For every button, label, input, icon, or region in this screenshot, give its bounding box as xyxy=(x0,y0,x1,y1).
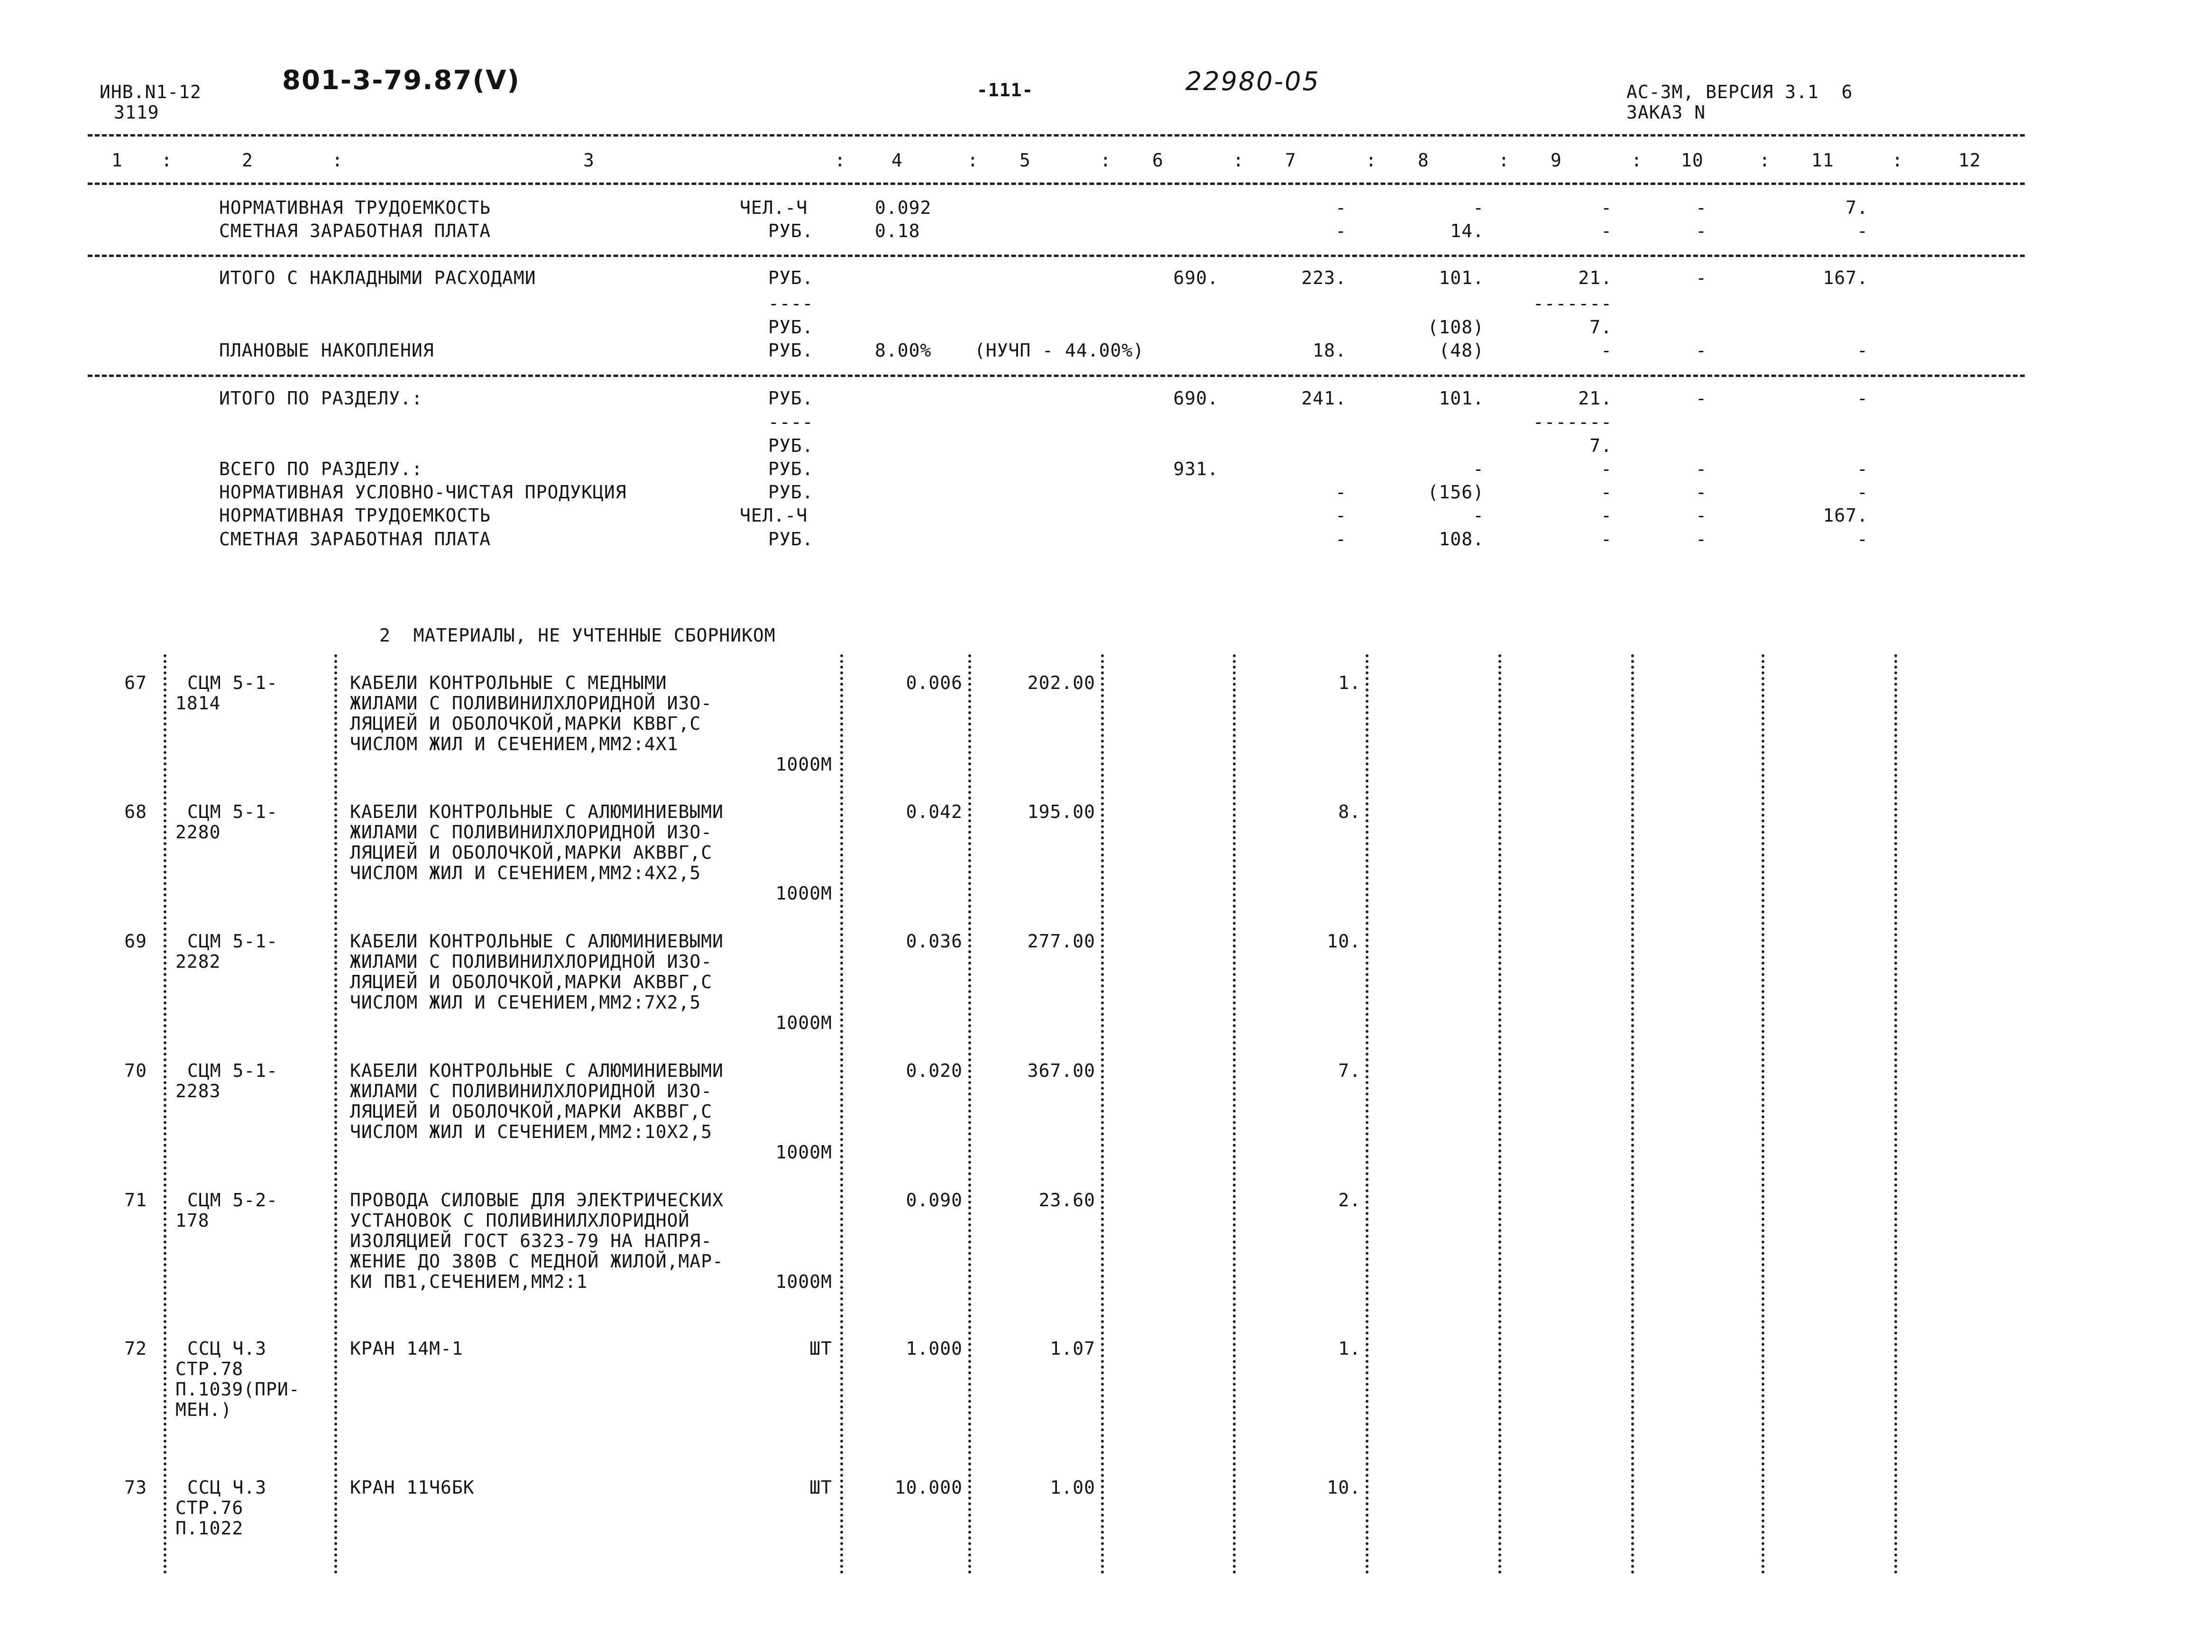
summary-value: - xyxy=(1696,529,1707,550)
item-description: ЖИЛАМИ С ПОЛИВИНИЛХЛОРИДНОЙ ИЗО- xyxy=(350,822,713,843)
summary-unit: РУБ. xyxy=(768,435,814,456)
item-code: 2283 xyxy=(175,1081,221,1101)
item-description: ЛЯЦИЕЙ И ОБОЛОЧКОЙ,МАРКИ КВВГ,С xyxy=(350,713,701,734)
summary-label: СМЕТНАЯ ЗАРАБОТНАЯ ПЛАТА xyxy=(219,529,491,550)
item-description: ИЗОЛЯЦИЕЙ ГОСТ 6323-79 НА НАПРЯ- xyxy=(350,1230,713,1251)
column-rule xyxy=(1498,654,1501,1574)
column-number: 11 xyxy=(1811,150,1834,171)
item-code: СЦМ 5-1- xyxy=(187,1060,278,1081)
summary-unit: ЧЕЛ.-Ч xyxy=(740,197,808,218)
item-code: ССЦ Ч.3 xyxy=(187,1338,267,1359)
summary-label: ПЛАНОВЫЕ НАКОПЛЕНИЯ xyxy=(219,340,434,361)
column-separator: : xyxy=(1100,150,1111,171)
summary-value: - xyxy=(1696,220,1707,241)
item-description: ЖИЛАМИ С ПОЛИВИНИЛХЛОРИДНОЙ ИЗО- xyxy=(350,951,713,972)
item-quantity: 0.042 xyxy=(906,801,963,822)
item-unit: 1000М xyxy=(775,883,832,904)
column-separator: : xyxy=(332,150,343,171)
summary-value: 101. xyxy=(1439,267,1484,288)
item-description: ЖИЛАМИ С ПОЛИВИНИЛХЛОРИДНОЙ ИЗО- xyxy=(350,1081,713,1101)
item-code: СЦМ 5-2- xyxy=(187,1190,278,1211)
summary-label: НОРМАТИВНАЯ ТРУДОЕМКОСТЬ xyxy=(219,197,491,218)
column-number: 1 xyxy=(111,150,123,171)
item-description: ЖЕНИЕ ДО 380В С МЕДНОЙ ЖИЛОЙ,МАР- xyxy=(350,1251,724,1272)
item-code: СЦМ 5-1- xyxy=(187,931,278,952)
item-price: 367.00 xyxy=(1027,1060,1095,1081)
divider xyxy=(88,375,2025,377)
summary-value: - xyxy=(1696,197,1707,218)
summary-value: 8.00% xyxy=(875,340,932,361)
column-separator: : xyxy=(835,150,846,171)
item-description: КРАН 11Ч6БК xyxy=(350,1477,475,1498)
item-price: 23.60 xyxy=(1038,1190,1095,1211)
column-separator: : xyxy=(1759,150,1771,171)
item-total: 7. xyxy=(1338,1060,1361,1081)
column-separator: : xyxy=(1631,150,1643,171)
summary-value: - xyxy=(1335,220,1347,241)
item-unit: 1000М xyxy=(775,754,832,775)
item-description: КАБЕЛИ КОНТРОЛЬНЫЕ С АЛЮМИНИЕВЫМИ xyxy=(350,801,724,822)
summary-value: - xyxy=(1601,220,1612,241)
order-label: ЗАКАЗ N xyxy=(1626,102,1706,123)
page-number: -111- xyxy=(977,80,1034,101)
item-number: 70 xyxy=(124,1060,147,1081)
item-description: ЧИСЛОМ ЖИЛ И СЕЧЕНИЕМ,ММ2:7Х2,5 xyxy=(350,992,701,1013)
summary-value: 108. xyxy=(1439,529,1484,550)
item-code: СЦМ 5-1- xyxy=(187,672,278,693)
column-number: 7 xyxy=(1285,150,1296,171)
item-price: 1.00 xyxy=(1050,1477,1095,1498)
column-rule xyxy=(334,654,337,1574)
item-description: ЧИСЛОМ ЖИЛ И СЕЧЕНИЕМ,ММ2:4Х2,5 xyxy=(350,863,701,883)
column-rule xyxy=(840,654,843,1574)
column-number: 3 xyxy=(583,150,595,171)
summary-unit: РУБ. xyxy=(768,340,814,361)
summary-label: СМЕТНАЯ ЗАРАБОТНАЯ ПЛАТА xyxy=(219,220,491,241)
column-number: 12 xyxy=(1958,150,1981,171)
summary-value: 690. xyxy=(1173,388,1219,409)
inventory-number-2: 3119 xyxy=(114,102,159,123)
column-number: 5 xyxy=(1019,150,1031,171)
document-number: 801-3-79.87(V) xyxy=(282,65,521,96)
summary-unit: ---- xyxy=(768,293,814,314)
summary-value: 7. xyxy=(1845,197,1868,218)
item-quantity: 0.090 xyxy=(906,1190,963,1211)
divider xyxy=(88,134,2025,137)
summary-value: (48) xyxy=(1439,340,1484,361)
summary-value: 18. xyxy=(1313,340,1347,361)
summary-unit: РУБ. xyxy=(768,317,814,338)
summary-value: - xyxy=(1857,388,1868,409)
summary-unit: ЧЕЛ.-Ч xyxy=(740,505,808,526)
column-separator: : xyxy=(1366,150,1377,171)
item-code: 2280 xyxy=(175,822,221,843)
item-number: 73 xyxy=(124,1477,147,1498)
summary-value: ------- xyxy=(1533,412,1612,432)
summary-unit: РУБ. xyxy=(768,388,814,409)
summary-value: 931. xyxy=(1173,459,1219,479)
divider xyxy=(88,255,2025,257)
summary-value: - xyxy=(1601,482,1612,503)
item-description: ЖИЛАМИ С ПОЛИВИНИЛХЛОРИДНОЙ ИЗО- xyxy=(350,693,713,714)
system-version: АС-3М, ВЕРСИЯ 3.1 6 xyxy=(1626,82,1853,102)
column-separator: : xyxy=(967,150,979,171)
item-code: СЦМ 5-1- xyxy=(187,801,278,822)
item-total: 2. xyxy=(1338,1190,1361,1211)
summary-value: - xyxy=(1857,220,1868,241)
summary-value: 223. xyxy=(1301,267,1347,288)
summary-value: - xyxy=(1335,529,1347,550)
column-number: 2 xyxy=(242,150,253,171)
column-separator: : xyxy=(1498,150,1510,171)
summary-value: - xyxy=(1696,482,1707,503)
summary-value: - xyxy=(1857,459,1868,479)
item-unit: ШТ xyxy=(809,1338,832,1359)
item-unit: 1000М xyxy=(775,1142,832,1163)
item-description: ЛЯЦИЕЙ И ОБОЛОЧКОЙ,МАРКИ АКВВГ,С xyxy=(350,1101,713,1122)
item-number: 67 xyxy=(124,672,147,693)
item-quantity: 1.000 xyxy=(906,1338,963,1359)
column-number: 4 xyxy=(891,150,903,171)
summary-value: - xyxy=(1473,197,1484,218)
summary-value: - xyxy=(1696,388,1707,409)
item-description: ЧИСЛОМ ЖИЛ И СЕЧЕНИЕМ,ММ2:4Х1 xyxy=(350,734,679,754)
summary-label: ИТОГО ПО РАЗДЕЛУ.: xyxy=(219,388,423,409)
item-quantity: 0.020 xyxy=(906,1060,963,1081)
item-quantity: 10.000 xyxy=(894,1477,963,1498)
summary-value: 7. xyxy=(1589,317,1612,338)
column-separator: : xyxy=(1892,150,1903,171)
item-number: 72 xyxy=(124,1338,147,1359)
summary-label: НОРМАТИВНАЯ ТРУДОЕМКОСТЬ xyxy=(219,505,491,526)
summary-value: - xyxy=(1335,482,1347,503)
item-number: 71 xyxy=(124,1190,147,1211)
item-code: МЕН.) xyxy=(175,1399,232,1420)
summary-value: (108) xyxy=(1427,317,1484,338)
summary-value: - xyxy=(1857,529,1868,550)
summary-unit: РУБ. xyxy=(768,267,814,288)
item-total: 1. xyxy=(1338,1338,1361,1359)
item-unit: 1000М xyxy=(775,1012,832,1033)
item-code: П.1022 xyxy=(175,1518,244,1539)
summary-value: - xyxy=(1857,482,1868,503)
summary-unit: РУБ. xyxy=(768,529,814,550)
summary-value: - xyxy=(1696,459,1707,479)
summary-value: 7. xyxy=(1589,435,1612,456)
column-rule xyxy=(1762,654,1764,1574)
summary-value: - xyxy=(1601,340,1612,361)
summary-label: ИТОГО С НАКЛАДНЫМИ РАСХОДАМИ xyxy=(219,267,536,288)
summary-label: НОРМАТИВНАЯ УСЛОВНО-ЧИСТАЯ ПРОДУКЦИЯ xyxy=(219,482,627,503)
summary-value: 241. xyxy=(1301,388,1347,409)
summary-value: - xyxy=(1857,340,1868,361)
summary-value: 101. xyxy=(1439,388,1484,409)
item-code: 2282 xyxy=(175,951,221,972)
item-code: П.1039(ПРИ- xyxy=(175,1379,300,1400)
summary-value: 167. xyxy=(1823,267,1868,288)
item-code: ССЦ Ч.3 xyxy=(187,1477,267,1498)
column-number: 10 xyxy=(1681,150,1704,171)
handwritten-code: 22980-05 xyxy=(1185,66,1320,96)
summary-unit: РУБ. xyxy=(768,459,814,479)
summary-unit: ---- xyxy=(768,412,814,432)
summary-unit: РУБ. xyxy=(768,482,814,503)
summary-value: 14. xyxy=(1450,220,1484,241)
item-price: 277.00 xyxy=(1027,931,1095,952)
item-number: 68 xyxy=(124,801,147,822)
summary-value: - xyxy=(1696,340,1707,361)
item-description: ЧИСЛОМ ЖИЛ И СЕЧЕНИЕМ,ММ2:10Х2,5 xyxy=(350,1121,713,1142)
item-code: СТР.78 xyxy=(175,1358,244,1379)
item-unit: ШТ xyxy=(809,1477,832,1498)
column-rule xyxy=(1366,654,1368,1574)
column-number: 9 xyxy=(1551,150,1562,171)
item-total: 10. xyxy=(1327,1477,1361,1498)
item-total: 10. xyxy=(1327,931,1361,952)
column-number: 8 xyxy=(1418,150,1429,171)
column-number: 6 xyxy=(1152,150,1164,171)
summary-value: - xyxy=(1335,505,1347,526)
column-separator: : xyxy=(1233,150,1244,171)
item-price: 202.00 xyxy=(1027,672,1095,693)
item-description: ПРОВОДА СИЛОВЫЕ ДЛЯ ЭЛЕКТРИЧЕСКИХ xyxy=(350,1190,724,1211)
column-rule xyxy=(164,654,166,1574)
summary-value: 21. xyxy=(1578,267,1612,288)
item-unit: 1000М xyxy=(775,1271,832,1292)
column-rule xyxy=(1631,654,1634,1574)
item-code: 1814 xyxy=(175,693,221,714)
item-description: КИ ПВ1,СЕЧЕНИЕМ,ММ2:1 xyxy=(350,1271,588,1292)
summary-value: - xyxy=(1473,459,1484,479)
item-code: 178 xyxy=(175,1210,210,1231)
summary-value: 0.092 xyxy=(875,197,932,218)
summary-label: ВСЕГО ПО РАЗДЕЛУ.: xyxy=(219,459,423,479)
column-separator: : xyxy=(161,150,173,171)
divider xyxy=(88,183,2025,185)
item-description: УСТАНОВОК С ПОЛИВИНИЛХЛОРИДНОЙ xyxy=(350,1210,690,1231)
summary-value: - xyxy=(1696,267,1707,288)
item-price: 195.00 xyxy=(1027,801,1095,822)
item-description: ЛЯЦИЕЙ И ОБОЛОЧКОЙ,МАРКИ АКВВГ,С xyxy=(350,972,713,992)
inventory-number: ИНВ.N1-12 xyxy=(100,82,202,102)
item-code: СТР.76 xyxy=(175,1497,244,1518)
column-rule xyxy=(1233,654,1236,1574)
column-rule xyxy=(1894,654,1897,1574)
item-description: КРАН 14М-1 xyxy=(350,1338,463,1359)
item-description: ЛЯЦИЕЙ И ОБОЛОЧКОЙ,МАРКИ АКВВГ,С xyxy=(350,842,713,863)
item-quantity: 0.006 xyxy=(906,672,963,693)
summary-value: (156) xyxy=(1427,482,1484,503)
summary-value: - xyxy=(1696,505,1707,526)
item-total: 8. xyxy=(1338,801,1361,822)
item-description: КАБЕЛИ КОНТРОЛЬНЫЕ С МЕДНЫМИ xyxy=(350,672,667,693)
summary-value: - xyxy=(1601,197,1612,218)
item-quantity: 0.036 xyxy=(906,931,963,952)
summary-value: 690. xyxy=(1173,267,1219,288)
summary-value: - xyxy=(1601,529,1612,550)
summary-value: - xyxy=(1335,197,1347,218)
summary-value: (НУЧП - 44.00%) xyxy=(974,340,1145,361)
summary-value: - xyxy=(1601,505,1612,526)
section-title: 2 МАТЕРИАЛЫ, НЕ УЧТЕННЫЕ СБОРНИКОМ xyxy=(379,625,776,646)
summary-value: 0.18 xyxy=(875,220,920,241)
summary-unit: РУБ. xyxy=(768,220,814,241)
summary-value: - xyxy=(1601,459,1612,479)
summary-value: ------- xyxy=(1533,293,1612,314)
column-rule xyxy=(1101,654,1104,1574)
item-total: 1. xyxy=(1338,672,1361,693)
item-description: КАБЕЛИ КОНТРОЛЬНЫЕ С АЛЮМИНИЕВЫМИ xyxy=(350,1060,724,1081)
column-rule xyxy=(968,654,971,1574)
item-price: 1.07 xyxy=(1050,1338,1095,1359)
item-number: 69 xyxy=(124,931,147,952)
summary-value: - xyxy=(1473,505,1484,526)
summary-value: 21. xyxy=(1578,388,1612,409)
item-description: КАБЕЛИ КОНТРОЛЬНЫЕ С АЛЮМИНИЕВЫМИ xyxy=(350,931,724,952)
summary-value: 167. xyxy=(1823,505,1868,526)
